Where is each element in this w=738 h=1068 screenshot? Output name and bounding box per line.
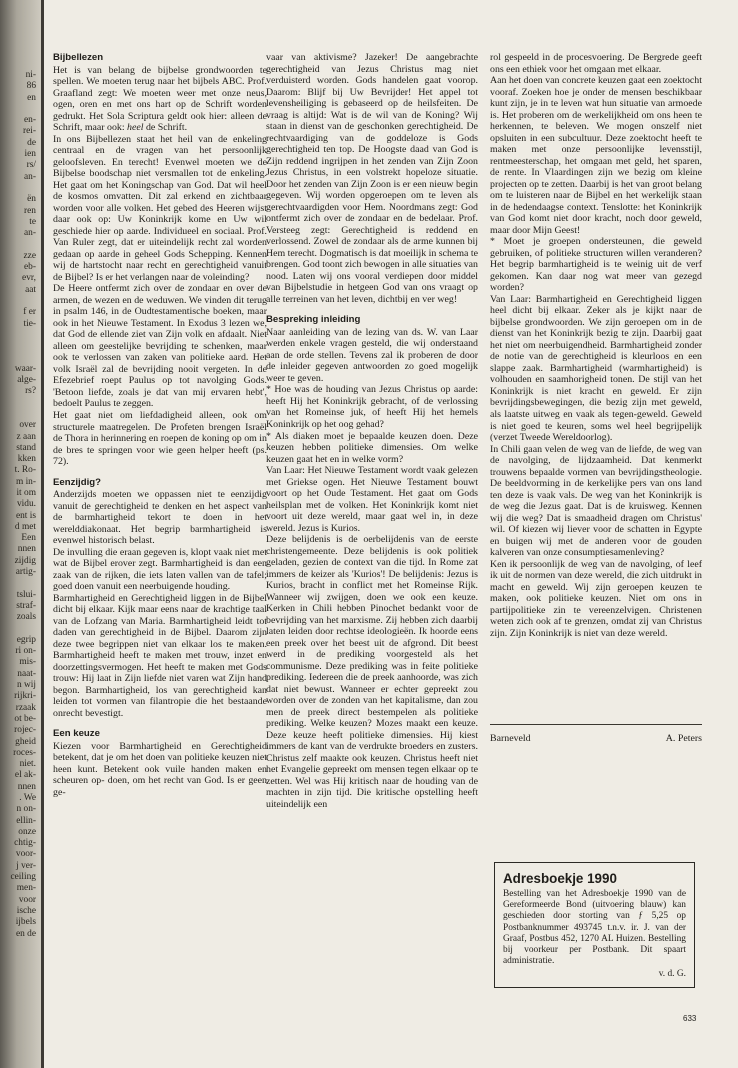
column-3	[490, 52, 702, 639]
edge-fragment: ot be-	[14, 713, 36, 724]
paragraph: Deze belijdenis is de oerbelijdenis van de eerste christengemeente. Deze belijdenis is ook politiek geladen, gezien de context van die tijd. In Rome zat immers de keizer als 'Kurios'! De belijdenis: Jezus is Kurios, bracht in conflict met het Romeinse Rijk. Wanneer wij zwijgen, doen we ook een keuze. Kerken in Chili hebben Pinochet bedankt voor de bevrijding van het marxisme. Zij hebben zich daarbij laten leiden door rechtse ideologieën. Ik hoorde eens een preek over het beest uit de afgrond. Dit beest werd in de prediking voorgesteld als het communisme. Deze prediking was in feite politieke prediking. Iedereen die de preek aanhoorde, was zich dat niet bewust. Wanneer er echter gepreekt zou worden over de zonden van het kapitalisme, dan zou men de preek direct bestempelen als politieke prediking. Welke keuzen? Mozes maakt een keuze. Deze keuze heeft politieke dimensies. Hij kiest immers de kant van de verdrukte broeders en zusters. Christus zelf maakte ook keuzen. Christus heeft niet het Evangelie gepreekt om mensen tegen elkaar op te zetten. Wel was Hij kritisch naar de houding van de machten in zijn tijd. Die kritische opstelling heeft uiteindelijk een	[266, 534, 478, 810]
edge-fragment: stand	[16, 442, 36, 453]
edge-fragment: de	[27, 137, 36, 148]
edge-fragment: en	[27, 92, 36, 103]
edge-fragment	[0, 578, 40, 589]
edge-fragment: ische	[16, 905, 36, 916]
edge-fragment: it om	[16, 487, 36, 498]
paragraph: * Hoe was de houding van Jezus Christus op aarde: heeft Hij het Koninkrijk gebracht, of de verlossing van het Romeinse juk, of heeft Hij het hemels Koninkrijk op het oog gehad?	[266, 384, 478, 430]
edge-fragment: f er	[23, 307, 36, 318]
edge-fragment	[0, 104, 40, 115]
edge-fragment: n wij	[16, 680, 36, 691]
edge-fragment	[0, 409, 40, 420]
paragraph: Kiezen voor Barmhartigheid en Gerechtigheid betekent, dat je om het doen van politieke keuzen niet heen kunt. Betekent ook vuile handen maken en scheuren op- doen, om het recht van God. Is er geen ge-	[53, 740, 267, 798]
edge-fragment: ijbels	[15, 917, 36, 928]
edge-fragment: straf-	[16, 600, 36, 611]
edge-fragment	[0, 296, 40, 307]
edge-fragment: te	[29, 216, 36, 227]
edge-fragment: onze	[18, 826, 36, 837]
edge-fragment: ën	[27, 194, 36, 205]
edge-fragment: mis-	[19, 657, 36, 668]
paragraph: De invulling die eraan gegeven is, klopt vaak niet met wat de Bijbel erover zegt. Barmhartigheid is dan een zaak van de rijken, die iets laten vallen van de tafel; goed doen vanuit een neerbuigende houding.	[53, 546, 267, 593]
paragraph: De Heere ontfermt zich over de zondaar en over de armen, de wezen en de weduwen. We vinden dit terug in psalm 146, in de Oudtestamentische boeken, maar ook in het Nieuwe Testament. In Exodus 3 lezen we, dat God de ellende ziet van Zijn volk en afdaalt. Niet alleen om geestelijke bevrijding te schenken, maar ook te verlossen van zaken van politieke aard. Het volk Israël zal de bevrijding nooit vergeten. In de Efezebrief roept Paulus op tot navolging Gods. 'Betoon liefde, zoals je dat van mij ervaren hebt', bedoelt Paulus te zeggen.	[53, 283, 267, 410]
edge-fragment: voor-	[15, 849, 36, 860]
paragraph: Aan het doen van concrete keuzen gaat een zoektocht vooraf. Zoeken hoe je onder de mensen beschikbaar kunt zijn, je in te leven wat hun situatie van armoede is. Het proberen om de werkelijkheid om ons heen te herkennen, te beleven. We mogen onszelf niet opsluiten in een subcultuur. Deze zoektocht heeft te maken met onze persoonlijke levensstijl, rentmeesterschap, het omgaan met geld, het sparen, de rente. In Vlaardingen zijn we bezig om kleine projecten op te zetten. Daarbij is het van groot belang om te luisteren naar de Bijbel en het werkelijk staan in de hedendaagse context. Tenslotte: het Koninkrijk van God komt niet door kracht, noch door geweld, maar door Mijn Geest!	[490, 75, 702, 236]
heading-bijbellezen: Bijbellezen	[53, 52, 104, 63]
paragraph: Van Laar: Barmhartigheid en Gerechtigheid liggen heel dicht bij elkaar. Zeker als je kijkt naar de bijbelse grondwoorden. We zijn geroepen om in de dienst van het Koninkrijk bezig te zijn. Daarbij gaat het niet om neerbuigendheid. Barmhartigheid zonder de notie van de gerechtigheid is kleurloos en een slappe zaak. Barmhartigheid (warmhartigheid) is volhouden en saamhorigheid tonen. De stijl van het Koninkrijk is niet kracht en geweld. Er zijn bevrijdingsbewegingen, die bezig zijn met geweld, als laatste uitweg en vaak als tegen-geweld. Geweld is niet goed te keuren, soms wel heel begrijpelijk (verzet Tweede Wereldoorlog).	[490, 293, 702, 444]
paragraph: In ons Bijbellezen staat het heil van de enkeling centraal en de vragen van het persoonlijk geloofsleven. En terecht! Evenwel moeten we de Bijbelse boodschap niet versmallen tot de enkeling. Het gaat om het Koningschap van God. Dat wil heel de kosmos omvatten. Dit zal erkend en zichtbaar worden voor alle volken. Het gebed des Heeren wijst daar ook op: Uw Koninkrijk kome en Uw wil geschiede hier op aarde. Individueel en sociaal. Prof. Van Ruler zegt, dat er uiteindelijk recht zal worden gedaan op aarde in geheel Gods Schepping. Kennen wij de hartstocht naar recht en gerechtigheid vanuit de Bijbel? Is er het verlangen naar de voleinding?	[53, 133, 267, 283]
edge-fragment: alge-	[17, 375, 36, 386]
paragraph: Barmhartigheid en Gerechtigheid liggen in de Bijbel dicht bij elkaar. Kijk maar eens naar de krachtige taal van de Lofzang van Maria. Barmhartigheid leidt tot daden van gerechtigheid in de Bijbel. Daarom zijn deze twee begrippen niet van elkaar los te maken. Barmhartigheid heeft te maken met trouw, inzet en doorzettingsvermogen. Het heeft te maken met Gods trouw: Hij laat in Zijn liefde niet varen wat Zijn hand begon. Barmhartigheid, los van gerechtigheid kan leiden tot vormen van filantropie die het bestaande onrecht bevestigt.	[53, 592, 267, 719]
edge-fragment: men-	[16, 883, 36, 894]
edge-fragment	[0, 183, 40, 194]
edge-fragment: zze	[23, 250, 36, 261]
edge-fragment: el ak-	[14, 770, 36, 781]
edge-fragment: 86	[26, 81, 36, 92]
edge-fragment: rs?	[25, 386, 36, 397]
edge-fragment	[0, 341, 40, 352]
edge-fragment: gheid	[15, 736, 36, 747]
edge-fragment: z aan	[16, 431, 36, 442]
edge-fragment: naat-	[17, 668, 36, 679]
edge-fragment: d met	[14, 521, 36, 532]
edge-fragment: kken	[17, 454, 36, 465]
edge-fragment: chtig-	[14, 838, 36, 849]
edge-fragment: zijdig	[14, 555, 36, 566]
edge-fragment: n on-	[16, 804, 36, 815]
edge-fragment: over	[19, 420, 36, 431]
paragraph: rol gespeeld in de procesvoering. De Bergrede geeft ons een ethiek voor het omgaan met elkaar.	[490, 52, 702, 75]
edge-fragment: an-	[24, 228, 36, 239]
paragraph: Het gaat niet om liefdadigheid alleen, ook om structurele maatregelen. De Profeten brengen Israël de Thora in herinnering en roepen de koning op om in de bres te springen voor wie geen helper heeft (ps. 72).	[53, 409, 267, 468]
edge-fragment: niet.	[19, 759, 36, 770]
edge-fragment: tslui-	[16, 589, 36, 600]
page-number: 633	[683, 1014, 697, 1023]
column-1	[53, 52, 267, 1012]
edge-fragment: an-	[24, 171, 36, 182]
edge-fragment: ien	[24, 149, 36, 160]
edge-fragment: waar-	[14, 363, 36, 374]
paragraph: Naar aanleiding van de lezing van ds. W. van Laar werden enkele vragen gesteld, die wij onderstaand aan de orde stellen. Tevens zal ik proberen de door de inleider gegeven antwoorden zo goed mogelijk weer te geven.	[266, 326, 478, 384]
edge-fragment	[0, 398, 40, 409]
paragraph: In Chili gaan velen de weg van de liefde, de weg van de navolging, de lijdzaamheid. Dat kenmerkt trouwens bepaalde vormen van bevrijdingstheologie. De beeldvorming in de kerkelijke pers van ons land ten deze is vaak vals. De weg van het Koninkrijk is de weg die Jezus gaat. Dat is de kruisweg. Kennen wij die weg? Dat is smaadheid dragen om Christus' wil. Of kiezen wij liever voor de schatten in Egypte en buigen wij met de anderen voor de gouden kalveren van onze consumptiesamenleving?	[490, 443, 702, 559]
edge-fragment: rojec-	[14, 725, 36, 736]
edge-fragment: t. Ro-	[14, 465, 36, 476]
adresboekje-notice	[494, 862, 695, 988]
edge-fragment: rs/	[26, 160, 36, 171]
edge-fragment	[0, 330, 40, 341]
edge-fragment	[0, 239, 40, 250]
edge-fragment: aat	[25, 284, 36, 295]
edge-fragment: egrip	[16, 634, 36, 645]
paragraph: * Moet je groepen ondersteunen, die geweld gebruiken, of politieke structuren willen veranderen? Het begrip barmhartigheid is te weinig uit de verf gekomen. Kan daar nog wat meer van gezegd worden?	[490, 236, 702, 294]
edge-fragment: j ver-	[16, 860, 36, 871]
paragraph: * Als diaken moet je bepaalde keuzen doen. Deze keuzen hebben politieke dimensies. Om welke keuzen gaat het en in welke vorm?	[266, 430, 478, 465]
edge-fragment: ri on-	[15, 646, 36, 657]
column-2	[266, 52, 478, 1012]
paragraph: Anderzijds moeten we oppassen niet te eenzijdig vanuit de gerechtigheid te denken en het aspect van de barmhartigheid tekort te doen in het werelddiakonaat. Het begrip barmhartigheid is evenwel historisch belast.	[53, 489, 267, 547]
edge-fragment: Een	[21, 533, 36, 544]
edge-fragment: nnen	[17, 544, 36, 555]
signature-author: A. Peters	[665, 733, 702, 744]
edge-fragment: vidu.	[16, 499, 36, 510]
paragraph: Het is van belang de bijbelse grondwoorden te spellen. We moeten terug naar het bijbels ABC. Prof. Graafland zegt: We moeten weer met onze neus, ogen, oren en met ons hart op de Schrift worden gedrukt. Het Sola Scriptura geldt ook hier: alleen de Schrift, maar ook: heel de Schrift.	[53, 64, 267, 134]
edge-fragment	[0, 352, 40, 363]
signature-place: Barneveld	[490, 733, 531, 744]
previous-page-fragments	[0, 70, 40, 990]
edge-fragment: ellin-	[16, 815, 36, 826]
edge-fragment: eb-	[24, 262, 36, 273]
edge-fragment	[0, 624, 40, 635]
signature-rule	[490, 724, 702, 725]
paragraph: Van Laar: Het Nieuwe Testament wordt vaak gelezen met Griekse ogen. Het Nieuwe Testament bouwt voort op het Oude Testament. Het gaat om Gods heilsplan met de volken. Het Koninkrijk komt niet voort uit deze wereld, maar gaat wel in, in deze wereld. Jezus is Kurios.	[266, 465, 478, 534]
notice-title: Adresboekje 1990	[503, 871, 617, 886]
edge-fragment: ren	[24, 205, 36, 216]
edge-fragment: tie-	[23, 318, 36, 329]
edge-fragment: evr,	[22, 273, 36, 284]
edge-fragment: en de	[15, 928, 36, 939]
edge-fragment: ceiling	[10, 872, 36, 883]
article-signature	[490, 733, 702, 744]
edge-fragment: rei-	[22, 126, 36, 137]
heading-bespreking-inleiding: Bespreking inleiding	[266, 314, 361, 326]
notice-text: Bestelling van het Adresboekje 1990 van de Gereformeerde Bond (uitvoering blauw) kan geschieden door storting van ƒ 5,25 op Postbanknummer 493745 t.n.v. ir. J. van der Graaf, Postbus 452, 1270 AL Huizen. Bestelling bij voorkeur per Postbank. Dit spaart administratie.	[503, 889, 686, 967]
heading-een-keuze: Een keuze	[53, 728, 100, 740]
edge-fragment: m in-	[15, 476, 36, 487]
heading-eenzijdig: Eenzijdig?	[53, 476, 101, 488]
edge-fragment: roces-	[13, 747, 36, 758]
edge-fragment: rzaak	[15, 702, 36, 713]
edge-fragment: ni-	[25, 70, 36, 80]
edge-fragment: ent is	[15, 510, 36, 521]
paragraph: Ken ik persoonlijk de weg van de navolging, of leef ik uit de normen van deze wereld, die zich uitdrukt in macht en geweld. Wij zijn geroepen keuzen te maken, ook politieke keuzen. Niet om ons in partijpolitieke zin te vereenzelvigen. Christenen weten zich ook af te grenzen, omdat zij van Christus zijn. Zijn Koninkrijk is niet van deze wereld.	[490, 558, 702, 639]
edge-fragment: voor	[18, 894, 36, 905]
edge-fragment: zoals	[16, 612, 36, 623]
notice-signoff: v. d. G.	[658, 969, 686, 980]
edge-fragment: artig-	[15, 567, 36, 578]
edge-fragment: . We	[19, 793, 36, 803]
edge-fragment: nnen	[17, 781, 36, 792]
paragraph: vaar van aktivisme? Jazeker! De aangebrachte gerechtigheid van Jezus Christus mag niet verduisterd worden. Gods handelen gaat voorop. Daarom: Blijf bij Uw Bevrijder! Het appel tot levensheiliging is gebaseerd op de heilsfeiten. De vraag is altijd: Wat is de wil van de Koning? Wij staan in dienst van de geschonken gerechtigheid. De rechtvaardiging van de goddeloze is Gods gerechtigheid ten top. De Hoogste daad van God is Zijn reddend ingrijpen in het zenden van Zijn Zoon Jezus Christus, in een volstrekt hopeloze situatie. Door het zenden van Zijn Zoon is er een nieuw begin gegeven. Wij worden opgeroepen om te leven als gerechtvaardigden voor Hem. Noordmans zegt: God ontfermt zich over de zondaar en de bedelaar. Prof. Versteeg zegt: Gerechtigheid is reddend en verlossend. Zowel de zondaar als de arme kunnen bij Hem terecht. Dogmatisch is dat moeilijk in schema te brengen. God toont zich bewogen in alle situaties van nood. Laten wij ons vooral verdiepen door middel van Bijbelstudie in hetgeen God van ons vraagt op alle terreinen van het leven, dichtbij en ver weg!	[266, 52, 478, 305]
edge-fragment: en-	[24, 115, 36, 126]
edge-fragment: rijkri-	[14, 691, 36, 702]
